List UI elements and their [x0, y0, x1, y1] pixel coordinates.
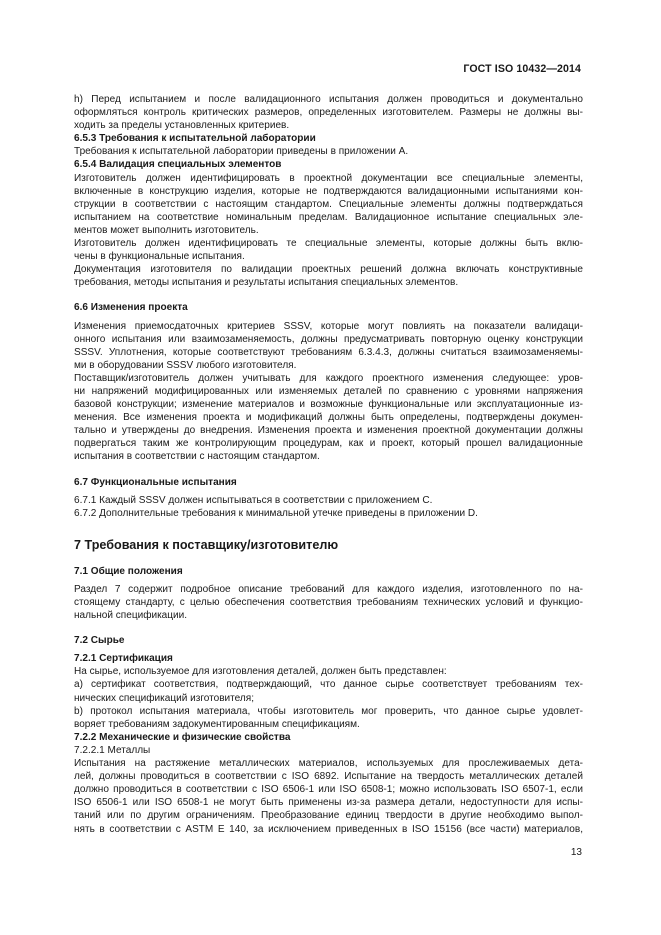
body-paragraph — [56, 320, 583, 372]
body-paragraph — [56, 263, 583, 289]
section-heading: 6.7 Функциональные испытания — [74, 476, 237, 488]
paragraph-line: менения. Все изменения проекта и модификаций должны быть определены, подтверждены докумен- — [74, 412, 583, 424]
body-line: Требования к испытательной лаборатории приведены в приложении А. — [74, 146, 409, 158]
paragraph-line: а) сертификат соответствия, подтверждающий, что данное сырье соответствует требованиям тех- — [74, 679, 583, 691]
paragraph-line: стоящему стандарту, с целью обеспечения соответствия требованиям технических условий и функцио- — [74, 597, 583, 608]
document-body — [56, 93, 583, 836]
section-heading: 7.1 Общие положения — [74, 565, 183, 577]
paragraph-line: струкции в соответствии с настоящим стандартом. Специальные элементы должны подтверждаться — [74, 198, 583, 210]
page-number: 13 — [570, 847, 582, 858]
body-paragraph — [56, 93, 583, 132]
paragraph-line: таний или по другим ограничениям. Преобразование единиц твердости в другие необходимо выпол- — [74, 810, 583, 822]
paragraph-line: ни напряжений модифицированных или изменяемых деталей по сравнению с уровнями напряжения — [74, 385, 583, 397]
paragraph-line: ходить за пределы установленных критериев. — [74, 120, 290, 132]
paragraph-line: лей, должны проводиться в соответствии с ISO 6892. Испытание на твердость металлических деталей — [74, 771, 583, 783]
body-paragraph — [56, 757, 583, 836]
body-line: На сырье, используемое для изготовления деталей, должен быть представлен: — [74, 666, 447, 678]
subsection-heading: 6.5.4 Валидация специальных элементов — [74, 159, 282, 171]
body-paragraph — [56, 172, 583, 237]
body-paragraph — [56, 678, 583, 704]
paragraph-line: нальной спецификации. — [74, 610, 188, 622]
paragraph-line: испытания в соответствии с настоящим стандартом. — [74, 451, 320, 463]
paragraph-line: Испытания на растяжение металлических материалов, используемых для прослеживаемых дета- — [74, 758, 583, 770]
paragraph-line: тально и утверждены до внедрения. Изменения проекта и изменения проектной документации должны — [74, 425, 583, 437]
paragraph-line: b) протокол испытания материала, чтобы изготовитель мог проверить, что данное сырье удовлет- — [74, 705, 583, 717]
subsection-heading: 7.2.2 Механические и физические свойства — [74, 731, 291, 743]
paragraph-line: Документация изготовителя по валидации проектных решений должна включать конструктивные — [74, 264, 583, 276]
subsection-heading: 6.5.3 Требования к испытательной лаборатории — [74, 133, 316, 145]
paragraph-line: онного испытания или взаимозаменяемость, должны предусматривать повторную оценку конструкции — [74, 333, 583, 345]
chapter-heading: 7 Требования к поставщику/изготовителю — [74, 537, 339, 552]
paragraph-line: ISO 6506-1 или ISO 6508-1 не могут быть применены из-за размера детали, недоступности для испы- — [74, 797, 583, 809]
body-line: 6.7.2 Дополнительные требования к минимальной утечке приведены в приложении D. — [74, 507, 478, 519]
body-paragraph — [56, 583, 583, 622]
paragraph-line: SSSV. Уплотнения, которые соответствуют требованиям 6.3.4.3, должны считаться взаимозаменяемы- — [74, 346, 583, 358]
paragraph-line: включенные в конструкцию изделия, которые не подтверждаются валидационными испытаниями кон- — [74, 185, 583, 197]
body-line: 6.7.1 Каждый SSSV должен испытываться в соответствии с приложением С. — [74, 494, 433, 506]
paragraph-line: нических спецификаций изготовителя; — [74, 692, 254, 704]
paragraph-line: воряет требованиям задокументированным спецификациям. — [74, 718, 360, 730]
paragraph-line: Поставщик/изготовитель должен учитывать для каждого проектного изменения следующее: уров- — [74, 372, 583, 384]
paragraph-line: ми в оборудовании SSSV любого изготовителя. — [74, 359, 297, 371]
section-heading: 7.2 Сырье — [74, 635, 125, 647]
paragraph-line: чены в функциональные испытания. — [74, 251, 245, 263]
paragraph-line: подвергаться таким же контролирующим процедурам, как и проект, который прошел валидационные — [74, 438, 583, 450]
paragraph-line: Раздел 7 содержит подробное описание требований для каждого изделия, изготовленного по на- — [74, 583, 583, 595]
subsection-heading: 7.2.1 Сертификация — [74, 653, 173, 665]
paragraph-line: Изготовитель должен идентифицировать те специальные элементы, которые должны быть вклю- — [74, 238, 583, 250]
paragraph-line: оформляться контроль критических размеров, определенных изготовителем. Размеры не должны вы- — [74, 107, 583, 119]
paragraph-line: испытанием на соответствие номинальным пределам. Валидационное испытание специальных эле- — [74, 211, 583, 223]
document-id-header: ГОСТ ISO 10432—2014 — [463, 63, 581, 75]
body-paragraph — [56, 372, 583, 464]
paragraph-line: ментов может выполнить изготовитель. — [74, 224, 259, 236]
body-paragraph — [56, 237, 583, 263]
paragraph-line: нять в соответствии с ASTM E 140, за исключением приведенных в ISO 15156 (все части) материалов, — [74, 823, 583, 835]
paragraph-line: Изготовитель должен идентифицировать в проектной документации все специальные элементы, — [74, 172, 583, 184]
section-heading: 6.6 Изменения проекта — [74, 302, 188, 314]
paragraph-line: h) Перед испытанием и после валидационного испытания должен проводиться и документально — [74, 94, 583, 105]
paragraph-line: Изменения приемосдаточных критериев SSSV, которые могут повлиять на показатели валидаци- — [74, 320, 583, 332]
body-paragraph — [56, 705, 583, 731]
body-line: 7.2.2.1 Металлы — [74, 744, 151, 756]
paragraph-line: базовой конструкции; изменение материалов и возможные функциональные или эксплуатационные из- — [74, 399, 583, 411]
paragraph-line: должно проводиться в соответствии с ISO 6506-1 или ISO 6508-1; можно использовать ISO 6507-1, если — [74, 784, 583, 796]
paragraph-line: требования, методы испытания и результаты испытания специальных элементов. — [74, 277, 459, 289]
